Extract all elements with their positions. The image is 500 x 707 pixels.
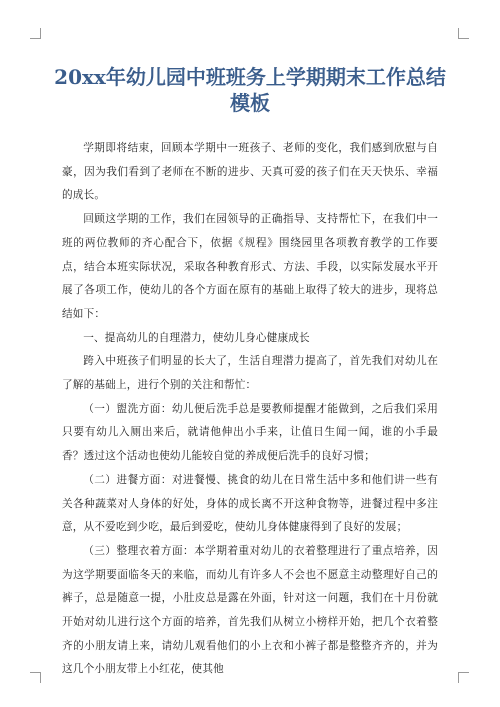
section-heading-1: 一、提高幼儿的自理潜力，使幼儿身心健康成长 bbox=[83, 331, 310, 344]
crop-mark-bottom-left bbox=[30, 672, 41, 683]
paragraph-washing: （一）盥洗方面：幼儿便后洗手总是要教师提醒才能做到，之后我们采用只要有幼儿入厕出来后，就请他伸出小手来，让值日生闻一闻，谁的小手最香？透过这个活动也使幼儿能较自觉的养成便后洗手的良好习惯； bbox=[62, 402, 438, 463]
document-body bbox=[62, 137, 438, 682]
paragraph-intro: 学期即将结束，回顾本学期中一班孩子、老师的变化，我们感到欣慰与自豪，因为我们看到了老师在不断的进步、天真可爱的孩子们在天天快乐、幸福的成长。 bbox=[62, 142, 438, 202]
crop-mark-top-left bbox=[30, 28, 41, 39]
paragraph-clothing: （三）整理衣着方面：本学期着重对幼儿的衣着整理进行了重点培养，因为这学期要面临冬天的来临，而幼儿有许多人不会也不愿意主动整理好自己的裤子，总是随意一提，小肚皮总是露在外面，针对这一问题，我们在十月份就开始对幼儿进行这个方面的培养，首先我们从树立小榜样开始，把几个衣着整齐的小朋友请上来，请幼儿观看他们的小上衣和小裤子都是整整齐齐的，并为这几个小朋友带上小红花，使其他 bbox=[62, 544, 438, 676]
crop-mark-top-right bbox=[458, 28, 469, 39]
crop-mark-bottom-right bbox=[458, 672, 469, 683]
paragraph-eating: （二）进餐方面：对进餐慢、挑食的幼儿在日常生活中多和他们讲一些有关各种蔬菜对人身体的好处，身体的成长离不开这种食物等，进餐过程中多注意，从不爱吃到少吃，最后到爱吃，使幼儿身体健康得到了良好的发展； bbox=[62, 473, 438, 534]
paragraph-section-1: 跨入中班孩子们明显的长大了，生活自理潜力提高了，首先我们对幼儿在了解的基础上，进行个别的关注和帮忙： bbox=[62, 355, 438, 392]
document-title: 20xx年幼儿园中班班务上学期期末工作总结 模板 bbox=[54, 65, 446, 115]
paragraph-overview: 回顾这学期的工作，我们在园领导的正确指导、支持帮忙下，在我们中一班的两位教师的齐心配合下，依据《规程》围绕园里各项教育教学的工作要点，结合本班实际状况，采取各种教育形式、方法、手段，以实际发展水平开展了各项工作，使幼儿的各个方面在原有的基础上取得了较大的进步，现将总结如下： bbox=[62, 213, 438, 320]
